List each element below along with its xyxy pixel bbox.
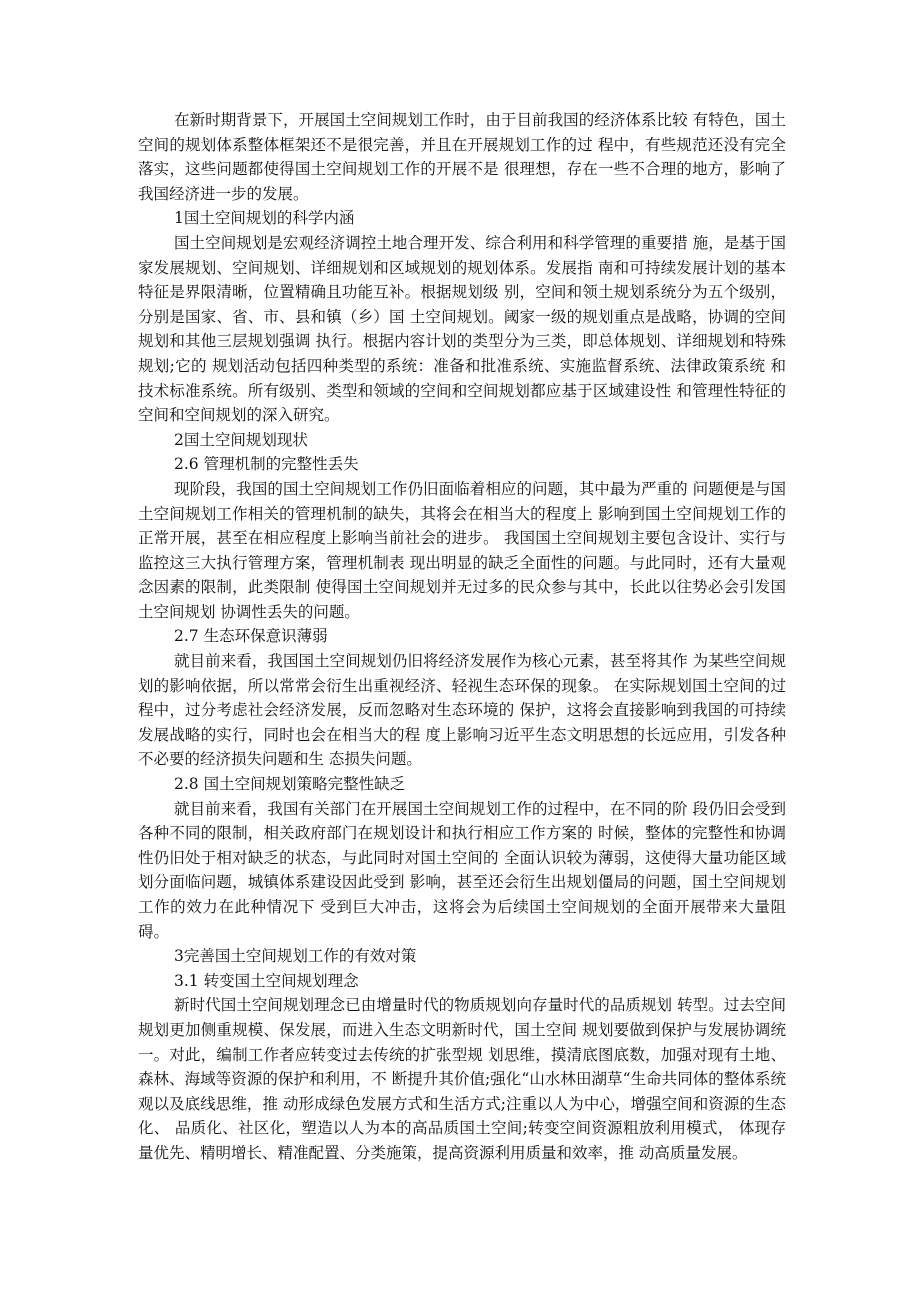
paragraph-section-1: 国土空间规划是宏观经济调控土地合理开发、综合利用和科学管理的重要措 施，是基于国家发展规划、空间规划、详细规划和区域规划的规划体系。发展指 南和可持续发展计划的基本特征是界限清晰，位置精确且功能互补。根据规划级 别，空间和领土规划系统分为五个级别，分别是国家、省、市、县和镇（乡）国 土空间规划。阈家一级的规划重点是战略，协调的空间规划和其他三层规划强调 执行。根据内容计划的类型分为三类，即总体规划、详细规划和特殊规划;它的 规划活动包括四种类型的系统：准备和批准系统、实施监督系统、法律政策系统 和技术标准系统。所有级别、类型和领域的空间和空间规划都应基于区域建设性 和管理性特征的空间和空间规划的深入研究。 (138, 233, 786, 425)
paragraph-section-2-6: 现阶段，我国的国土空间规划工作仍旧面临着相应的问题，其中最为严重的 问题便是与国土空间规划工作相关的管理机制的缺失，其将会在相当大的程度上 影响到国土空间规划工作的正常开展，甚至在相应程度上影响当前社会的进步。 我国国土空间规划主要包含设计、实行与监控这三大执行管理方案，管理机制表 现出明显的缺乏全面性的问题。与此同时，还有大量观念因素的限制，此类限制 使得国土空间规划并无过多的民众参与其中，长此以往势必会引发国土空间规划 协调性丢失的问题。 (138, 479, 786, 621)
paragraph-section-2-8: 就目前来看，我国有关部门在开展国土空间规划工作的过程中，在不同的阶 段仍旧会受到各种不同的限制，相关政府部门在规划设计和执行相应工作方案的 时候，整体的完整性和协调性仍旧处于相对缺乏的状态，与此同时对国土空间的 全面认识较为薄弱，这使得大量功能区域划分面临问题，城镇体系建设因此受到 影响，甚至还会衍生出规划僵局的问题，国土空间规划工作的效力在此种情况下 受到巨大冲击，这将会为后续国土空间规划的全面开展带来大量阻碍。 (138, 799, 786, 941)
section-heading-3: 3完善国土空间规划工作的有效对策 (174, 947, 417, 966)
document-body (138, 108, 786, 1166)
paragraph-intro: 在新时期背景下，开展国土空间规划工作时，由于目前我国的经济体系比较 有特色，国土空间的规划体系整体框架还不是很完善，并且在开展规划工作的过 程中，有些规范还没有完全落实，这些问题都使得国土空间规划工作的开展不是 很理想，存在一些不合理的地方，影响了我国经济进一步的发展。 (138, 111, 786, 203)
subsection-heading-3-1: 3.1 转变国土空间规划理念 (174, 971, 359, 990)
paragraph-section-3-1: 新时代国土空间规划理念已由增量时代的物质规划向存量时代的品质规划 转型。过去空间规划更加侧重规模、保发展，而进入生态文明新时代，国土空间 规划要做到保护与发展协调统一。对此，编制工作者应转变过去传统的扩张型规 划思维，摸清底图底数，加强对现有土地、森林、海域等资源的保护和利用，不 断提升其价值;强化“山水林田湖草“生命共同体的整体系统观以及底线思维，推 动形成绿色发展方式和生活方式;注重以人为中心，增强空间和资源的生态化、 品质化、社区化，塑造以人为本的高品质国土空间;转变空间资源粗放利用模式， 体现存量优先、精明增长、精准配置、分类施策，提高资源利用质量和效率，推 动高质量发展。 (138, 996, 786, 1162)
subsection-heading-2-6: 2.6 管理机制的完整性丢失 (174, 455, 359, 474)
subsection-heading-2-7: 2.7 生态环保意识薄弱 (174, 627, 328, 646)
subsection-heading-2-8: 2.8 国土空间规划策略完整性缺乏 (174, 775, 406, 794)
section-heading-1: 1国土空间规划的科学内涵 (174, 209, 355, 228)
section-heading-2: 2国土空间规划现状 (174, 430, 308, 449)
paragraph-section-2-7: 就目前来看，我国国土空间规划仍旧将经济发展作为核心元素，甚至将其作 为某些空间规划的影响依据，所以常常会衍生出重视经济、轻视生态环保的现象。 在实际规划国土空间的过程中，过分考虑社会经济发展，反而忽略对生态环境的 保护，这将会直接影响到我国的可持续发展战略的实行，同时也会在相当大的程 度上影响习近平生态文明思想的长远应用，引发各种不必要的经济损失问题和生 态损失问题。 (138, 652, 786, 769)
